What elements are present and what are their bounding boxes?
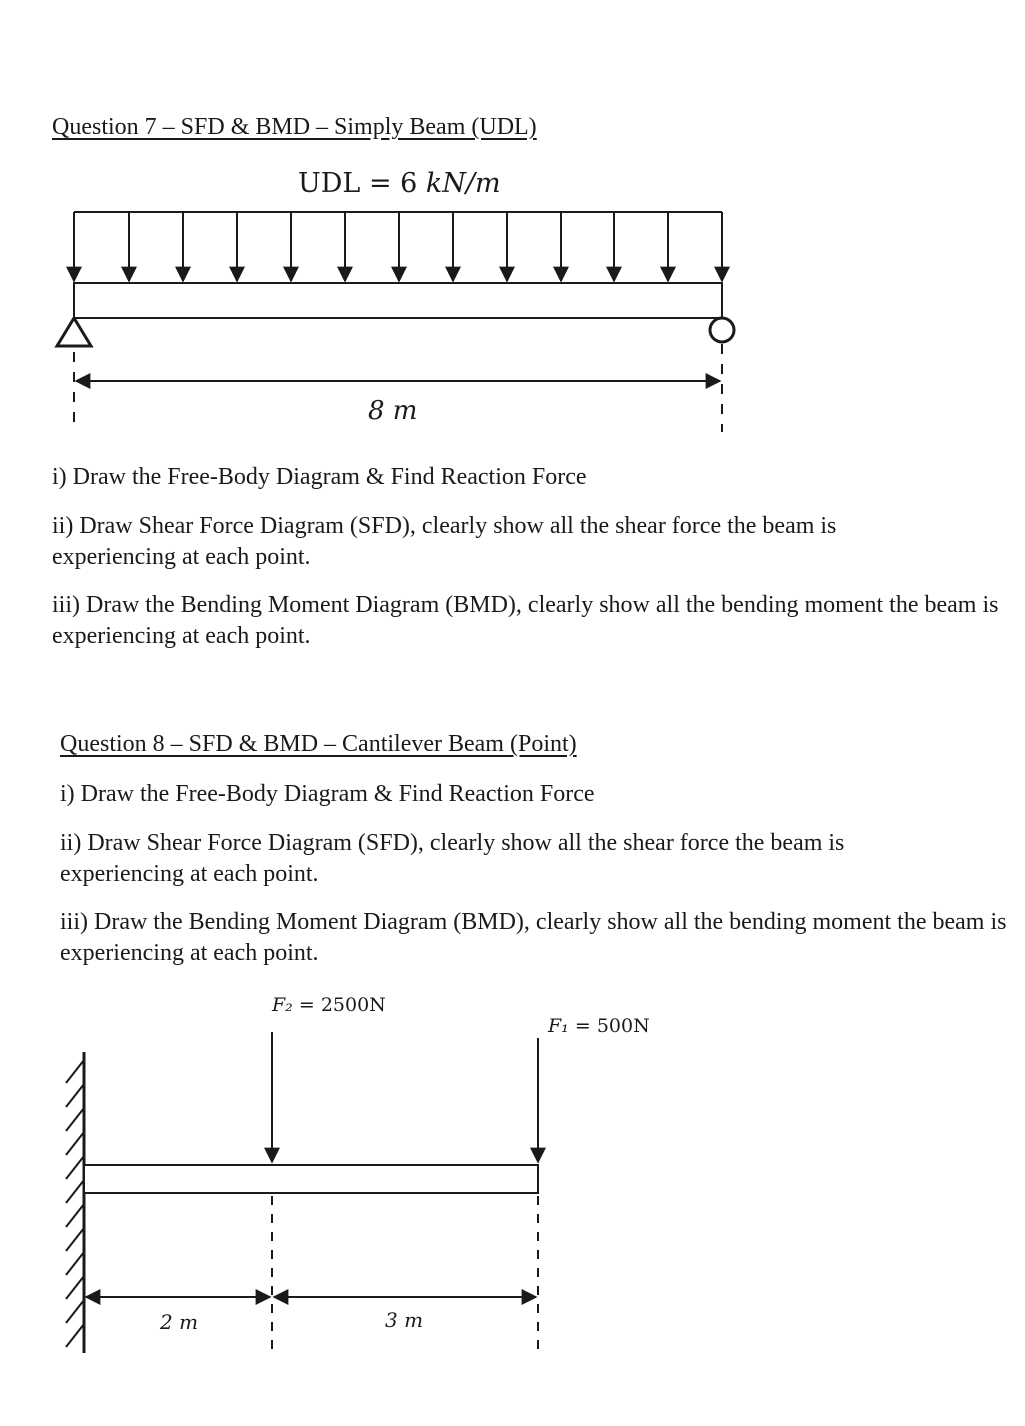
- q7-item-2: ii) Draw Shear Force Diagram (SFD), clearly show all the shear force the beam is experiencing at each point.: [52, 513, 837, 570]
- q7-span-text: 8 m: [368, 396, 418, 426]
- q7-udl-eq: = 6: [368, 168, 426, 199]
- f2-value: = 2500N: [298, 994, 386, 1016]
- q8-item-2: ii) Draw Shear Force Diagram (SFD), clearly show all the shear force the beam is experiencing at each point.: [60, 830, 845, 887]
- f2-label: [272, 994, 386, 1016]
- f1-symbol: F₁: [548, 1015, 569, 1037]
- dim-label-2m: 2 m: [160, 1310, 199, 1334]
- q8-item-3: iii) Draw the Bending Moment Diagram (BMD), clearly show all the bending moment the beam is experiencing at each point.: [60, 909, 1007, 966]
- q7-udl-unit: kN/m: [425, 168, 501, 199]
- q7-heading: Question 7 – SFD & BMD – Simply Beam (UDL): [52, 114, 537, 140]
- q8-beam: [84, 1165, 538, 1193]
- dim-label-3m: 3 m: [385, 1308, 424, 1332]
- f1-label: [548, 1015, 650, 1037]
- q7-item-1: i) Draw the Free-Body Diagram & Find Reaction Force: [52, 464, 587, 490]
- f2-symbol: F₂: [272, 994, 293, 1016]
- q7-item-3: iii) Draw the Bending Moment Diagram (BMD), clearly show all the bending moment the beam is experiencing at each point.: [52, 592, 999, 649]
- wall-hatching: [66, 1060, 84, 1347]
- q8-item-1: i) Draw the Free-Body Diagram & Find Reaction Force: [60, 781, 595, 807]
- f1-value: = 500N: [574, 1015, 650, 1037]
- q7-udl-text: UDL: [298, 168, 361, 199]
- q8-heading: Question 8 – SFD & BMD – Cantilever Beam (Point): [60, 731, 577, 757]
